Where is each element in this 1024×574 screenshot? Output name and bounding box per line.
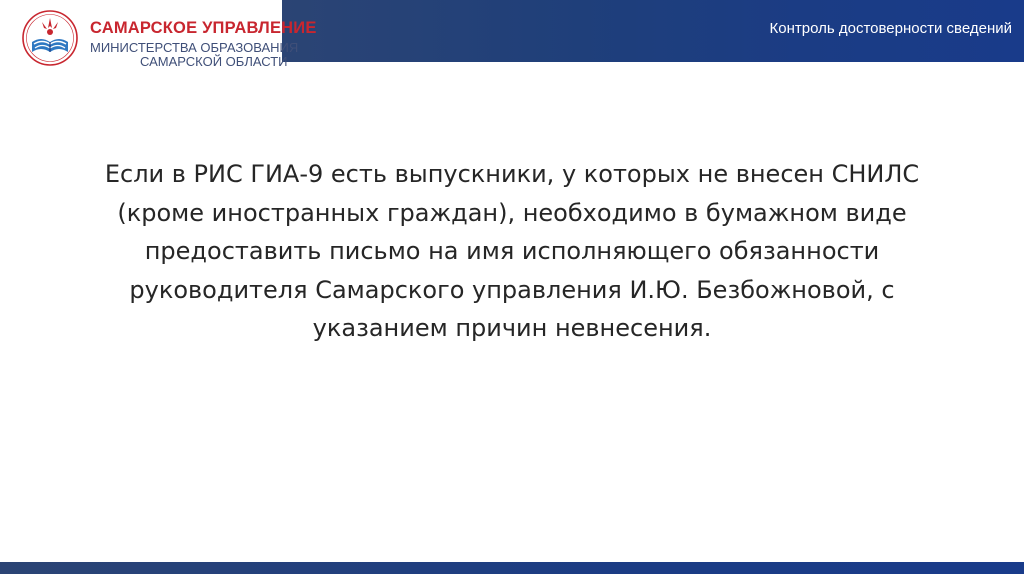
logo-subtitle-line2: САМАРСКОЙ ОБЛАСТИ — [140, 54, 288, 69]
slide-section-title: Контроль достоверности сведений — [769, 20, 1012, 37]
organization-logo — [20, 8, 317, 69]
header-band — [282, 0, 1024, 62]
logo-title: САМАРСКОЕ УПРАВЛЕНИЕ — [90, 19, 317, 37]
main-paragraph: Если в РИС ГИА-9 есть выпускники, у которых не внесен СНИЛС (кроме иностранных граждан), необходимо в бумажном виде предоставить письмо на имя исполняющего обязанности руководителя Самарского управления И.Ю. Безбожновой, с указанием причин невнесения. — [104, 160, 920, 342]
logo-subtitle-line1: МИНИСТЕРСТВА ОБРАЗОВАНИЯ — [90, 40, 299, 55]
open-book-emblem-icon — [20, 8, 80, 68]
footer-band — [0, 562, 1024, 574]
